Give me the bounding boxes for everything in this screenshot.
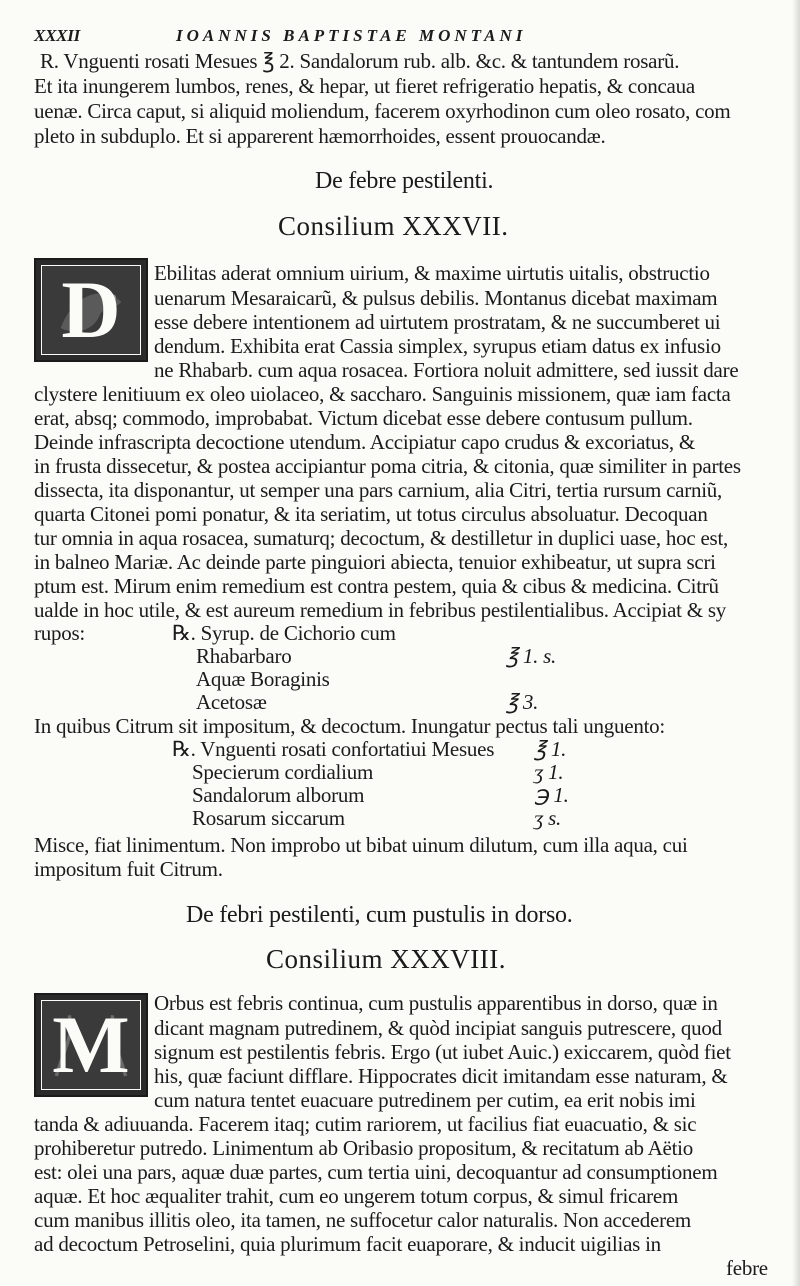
body-line: his, quæ faciunt difflare. Hippocrates dicit imitandam esse naturam, & bbox=[154, 1064, 728, 1088]
body-line: ad decoctum Petroselini, quia plurimum facit euaporare, & inducit uigilias in bbox=[34, 1232, 661, 1256]
folio-number: XXXII bbox=[34, 26, 80, 45]
body-line: Orbus est febris continua, cum pustulis apparentibus in dorso, quæ in bbox=[154, 991, 718, 1015]
body-line: In quibus Citrum sit impositum, & decoctum. Inungatur pectus tali unguento: bbox=[34, 714, 666, 738]
recipe-item: Rosarum siccarum bbox=[192, 806, 345, 830]
initial-letter-m: M bbox=[52, 999, 130, 1090]
body-line: cum manibus illitis oleo, ita tamen, ne suffocetur calor naturalis. Non accederem bbox=[34, 1208, 691, 1232]
body-line: ptum est. Mirum enim remedium est contra pestem, quia & cibus & medicina. Citrũ bbox=[34, 574, 719, 598]
body-line: uenarum Mesaraicarũ, & pulsus debilis. Montanus dicebat maximam bbox=[154, 286, 718, 310]
recipe-amount: ℥ 1. s. bbox=[506, 644, 557, 668]
body-line: clystere lenitiuum ex oleo uiolaceo, & saccharo. Sanguinis missionem, quæ iam facta bbox=[34, 382, 731, 406]
body-line: tur omnia in aqua rosacea, sumaturq; decoctum, & destilletur in duplici uase, hoc est, bbox=[34, 526, 729, 550]
recipe-item: Aquæ Boraginis bbox=[196, 667, 330, 691]
body-line: Ebilitas aderat omnium uirium, & maxime uirtutis uitalis, obstructio bbox=[154, 261, 710, 285]
recipe-item: Rhabarbaro bbox=[196, 644, 292, 668]
consilium-heading-37: Consilium XXXVII. bbox=[278, 211, 509, 241]
body-line: aquæ. Et hoc æqualiter trahit, cum eo ungerem totum corpus, & simul fricarem bbox=[34, 1184, 679, 1208]
recipe-amount: ℈ 1. bbox=[534, 783, 569, 807]
consilium-heading-38: Consilium XXXVIII. bbox=[266, 944, 506, 974]
body-line: dendum. Exhibita erat Cassia simplex, syrupus etiam datus ex infusio bbox=[154, 334, 721, 358]
body-line: prohiberetur putredo. Linimentum ab Oribasio propositum, & recitatum ab Aëtio bbox=[34, 1136, 694, 1160]
body-line: dicant magnam putredinem, & quòd incipiat sanguis putrescere, quod bbox=[154, 1016, 722, 1040]
running-title: IOANNIS BAPTISTAE MONTANI bbox=[176, 26, 527, 45]
body-line: in frusta dissecetur, & postea accipiantur poma citria, & citonia, quæ similiter in partes bbox=[34, 454, 741, 478]
body-line: impositum fuit Citrum. bbox=[34, 857, 223, 881]
section-title-2: De febri pestilenti, cum pustulis in dorso. bbox=[186, 902, 573, 928]
body-line: rupos: bbox=[34, 621, 85, 645]
decorated-initial-m bbox=[34, 993, 148, 1097]
body-line: ualde in hoc utile, & est aureum remedium in febribus pestilentialibus. Accipiat & sy bbox=[34, 598, 727, 622]
intro-line-3: uenæ. Circa caput, si aliquid moliendum, facerem oxyrhodinon cum oleo rosato, com bbox=[34, 99, 731, 123]
intro-line-4: pleto in subduplo. Et si apparerent hæmorrhoides, essent prouocandæ. bbox=[34, 124, 606, 148]
body-line: esse debere intentionem ad uirtutem prostratam, & ne succumberet ui bbox=[154, 310, 721, 334]
recipe-amount: ℥ 1. bbox=[534, 737, 567, 761]
body-line: signum est pestilentis febris. Ergo (ut iubet Auic.) exiccarem, quòd fiet bbox=[154, 1040, 731, 1064]
recipe-amount: ʒ 1. bbox=[534, 760, 564, 784]
initial-letter-d: D bbox=[61, 264, 121, 355]
body-line: dissecta, ita disponantur, ut semper una pars carnium, alia Citri, tertia rursum carniũ, bbox=[34, 478, 723, 502]
recipe-item: ℞. Vnguenti rosati confortatiui Mesues bbox=[172, 737, 495, 761]
recipe-item: Specierum cordialium bbox=[192, 760, 374, 784]
recipe-amount: ℥ 3. bbox=[506, 690, 539, 714]
intro-line-1: R. Vnguenti rosati Mesues ℥ 2. Sandalorum rub. alb. &c. & tantundem rosarũ. bbox=[40, 49, 680, 73]
body-line: tanda & adiuuanda. Facerem itaq; cutim rariorem, ut facilius fiat euacuatio, & sic bbox=[34, 1112, 697, 1136]
decorated-initial-d bbox=[34, 258, 148, 362]
recipe-item: ℞. Syrup. de Cichorio cum bbox=[172, 621, 396, 645]
body-line: Misce, fiat linimentum. Non improbo ut bibat uinum dilutum, cum illa aqua, cui bbox=[34, 833, 688, 857]
body-line: Deinde infrascripta decoctione utendum. Accipiatur capo crudus & excoriatus, & bbox=[34, 430, 696, 454]
body-line: ne Rhabarb. cum aqua rosacea. Fortiora noluit admittere, sed iussit dare bbox=[154, 358, 739, 382]
body-line: erat, absq; commodo, improbabat. Victum dicebat esse debere contusum pullum. bbox=[34, 406, 693, 430]
recipe-item: Acetosæ bbox=[196, 690, 267, 714]
section-title-1: De febre pestilenti. bbox=[315, 168, 494, 194]
recipe-amount: ʒ s. bbox=[534, 806, 561, 830]
body-line: in balneo Mariæ. Ac deinde parte pinguiori abiecta, tenuior exhibeatur, ut supra scri bbox=[34, 550, 716, 574]
intro-line-2: Et ita inungerem lumbos, renes, & hepar, ut fieret refrigeratio hepatis, & concaua bbox=[34, 74, 695, 98]
catchword: febre bbox=[726, 1256, 768, 1280]
page-edge bbox=[792, 0, 800, 1286]
body-line: quarta Citonei pomi ponatur, & ita seriatim, ut totus circulus absoluatur. Decoquan bbox=[34, 502, 708, 526]
body-line: est: olei una pars, aquæ duæ partes, cum tertia uini, decoquantur ad consumptionem bbox=[34, 1160, 718, 1184]
recipe-item: Sandalorum alborum bbox=[192, 783, 365, 807]
body-line: cum natura tentet euacuare putredinem per cutim, ea erit nobis imi bbox=[154, 1088, 696, 1112]
